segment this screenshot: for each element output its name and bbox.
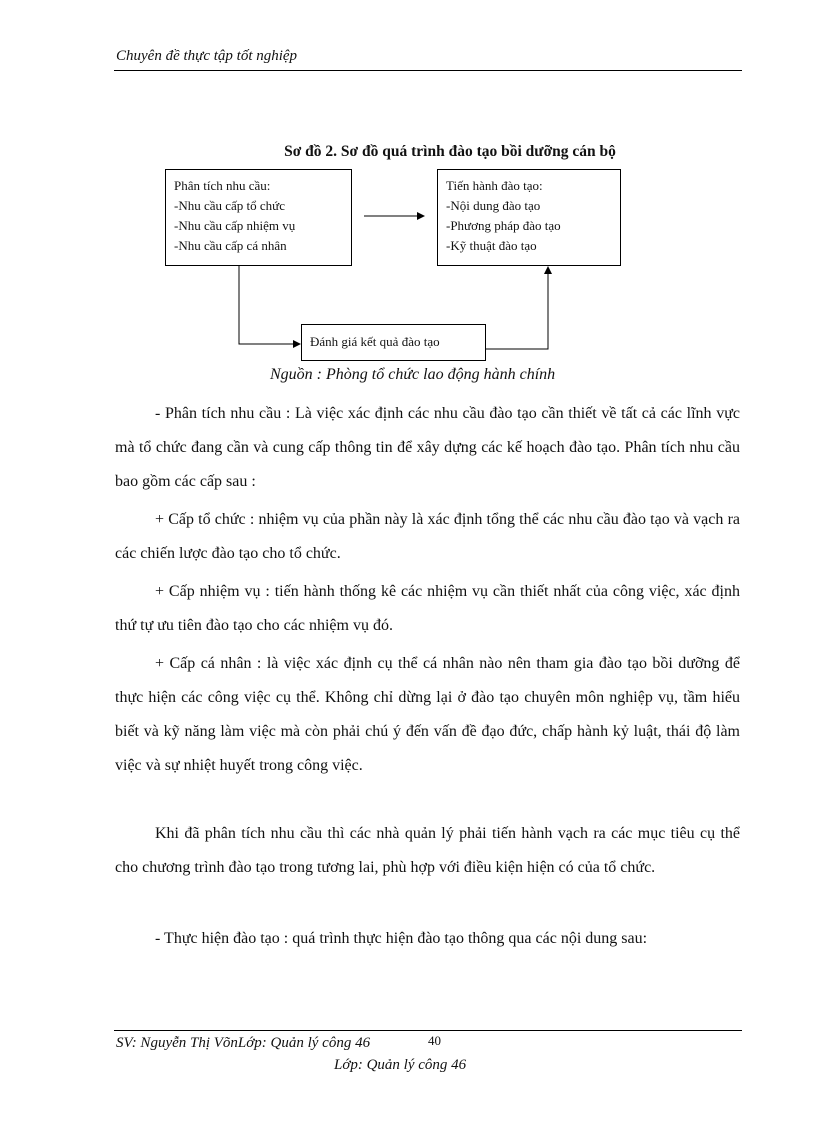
training-execution-box — [437, 169, 621, 266]
footer-student: SV: Nguyễn Thị VõnLớp: Quản lý công 46 — [116, 1035, 371, 1051]
arrowhead-evaluation — [293, 340, 301, 348]
evaluation-label: Đánh giá kết quả đào tạo — [310, 334, 440, 349]
box-line: -Nhu cầu cấp cá nhân — [174, 238, 287, 253]
box-line: -Kỹ thuật đào tạo — [446, 238, 537, 253]
page-header-title: Chuyên đề thực tập tốt nghiệp — [116, 48, 298, 64]
box-line: -Nội dung đào tạo — [446, 198, 541, 213]
diagram-title: Sơ đồ 2. Sơ đồ quá trình đào tạo bồi dưỡng cán bộ — [284, 143, 616, 160]
paragraph-org-level: + Cấp tổ chức : nhiệm vụ của phần này là xác định tổng thể các nhu cầu đào tạo và vạch ra các chiến lược đào tạo cho tổ chức. — [115, 511, 740, 562]
box-line: Phân tích nhu cầu: — [174, 178, 271, 193]
arrowhead-training — [544, 266, 552, 274]
paragraph-training-execution: - Thực hiện đào tạo : quá trình thực hiện đào tạo thông qua các nội dung sau: — [155, 930, 648, 947]
box-line: Tiến hành đào tạo: — [446, 178, 543, 193]
diagram-source: Nguồn : Phòng tổ chức lao động hành chính — [270, 366, 556, 383]
arrow-evaluation-to-training — [486, 274, 548, 349]
paragraph-task-level: + Cấp nhiệm vụ : tiến hành thống kê các nhiệm vụ cần thiết nhất của công việc, xác định thứ tự ưu tiên đào tạo cho các nhiệm vụ đó. — [115, 583, 740, 634]
paragraph-individual-level: + Cấp cá nhân : là việc xác định cụ thể cá nhân nào nên tham gia đào tạo bồi dưỡng để thực hiện các công việc cụ thể. Không chỉ dừng lại ở đào tạo chuyên môn nghiệp vụ, tầm hiểu biết và kỹ năng làm việc mà còn phải chú ý đến vấn đề đạo đức, chấp hành kỷ luật, thái độ làm việc và sự nhiệt huyết trong công việc. — [115, 655, 740, 774]
page-number: 40 — [428, 1033, 441, 1048]
box-line: -Nhu cầu cấp tổ chức — [174, 198, 285, 213]
box-line: -Phương pháp đào tạo — [446, 218, 561, 233]
needs-analysis-box — [165, 169, 352, 266]
arrow-needs-to-evaluation — [239, 266, 293, 344]
box-line: -Nhu cầu cấp nhiệm vụ — [174, 218, 296, 233]
footer-class: Lớp: Quản lý công 46 — [334, 1057, 467, 1073]
footer-divider — [114, 1030, 742, 1031]
paragraph-objectives: Khi đã phân tích nhu cầu thì các nhà quản lý phải tiến hành vạch ra các mục tiêu cụ thể cho chương trình đào tạo trong tương lai, phù hợp với điều kiện hiện có của tổ chức. — [115, 825, 740, 876]
paragraph-needs-analysis: - Phân tích nhu cầu : Là việc xác định các nhu cầu đào tạo cần thiết về tất cả các lĩnh vực mà tổ chức đang cần và cung cấp thông tin để xây dựng các kế hoạch đào tạo. Phân tích nhu cầu bao gồm các cấp sau : — [115, 405, 740, 490]
evaluation-box — [301, 324, 486, 361]
